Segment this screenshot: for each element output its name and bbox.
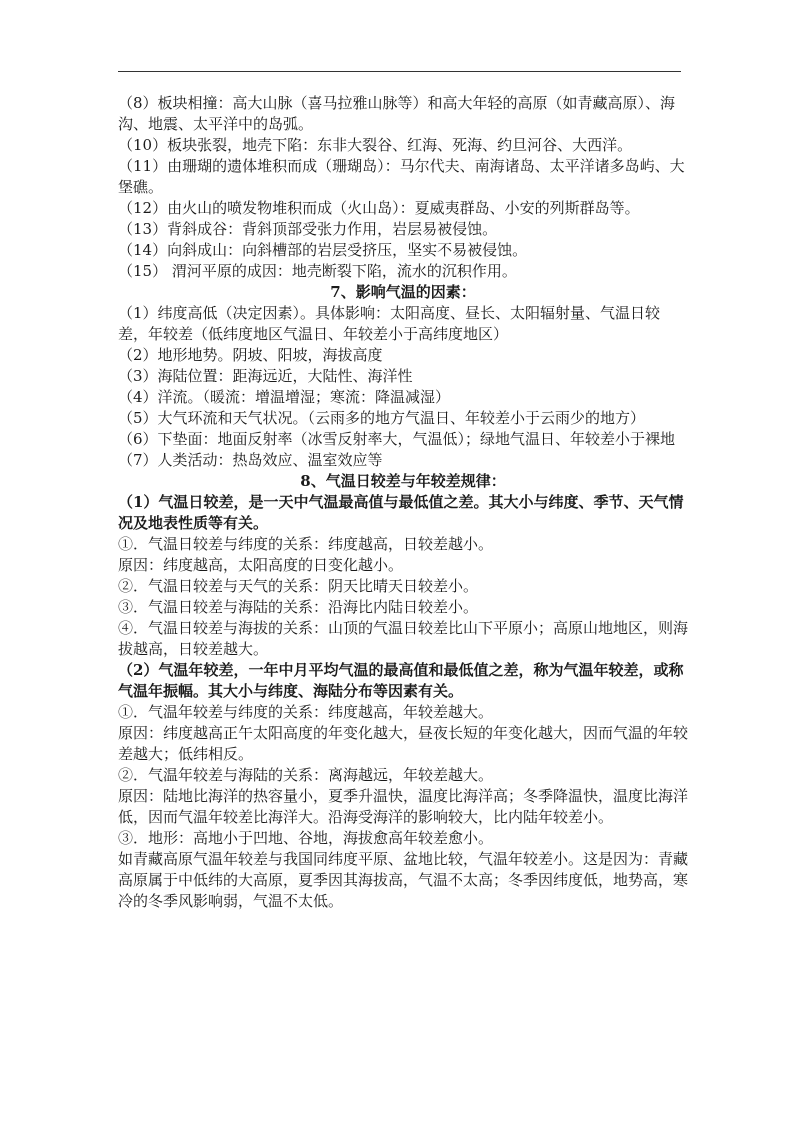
section-heading-8: 8、气温日较差与年较差规律：: [300, 472, 506, 490]
paragraph: （1）纬度高低（决定因素）。具体影响：太阳高度、昼长、太阳辐射量、气温日较差，年较差（低纬度地区气温日、年较差小于高纬度地区）: [118, 304, 661, 343]
paragraph: （8）板块相撞：高大山脉（喜马拉雅山脉等）和高大年轻的高原（如青藏高原）、海沟、地震、太平洋中的岛弧。: [118, 94, 676, 133]
document-body: [118, 93, 688, 912]
paragraph: ①．气温日较差与纬度的关系：纬度越高，日较差越小。: [118, 535, 494, 553]
paragraph: （5）大气环流和天气状况。（云雨多的地方气温日、年较差小于云雨少的地方）: [118, 409, 646, 427]
paragraph: （3）海陆位置：距海远近，大陆性、海洋性: [118, 367, 413, 385]
paragraph: （15） 渭河平原的成因：地壳断裂下陷，流水的沉积作用。: [118, 262, 517, 280]
bold-paragraph: （1）气温日较差，是一天中气温最高值与最低值之差。其大小与纬度、季节、天气情况及地表性质等有关。: [118, 493, 684, 532]
paragraph: （12）由火山的喷发物堆积而成（火山岛）：夏威夷群岛、小安的列斯群岛等。: [118, 199, 640, 217]
paragraph: （6）下垫面：地面反射率（冰雪反射率大，气温低）；绿地气温日、年较差小于裸地: [118, 430, 676, 448]
paragraph: （13）背斜成谷：背斜顶部受张力作用，岩层易被侵蚀。: [118, 220, 498, 238]
paragraph: （14）向斜成山：向斜槽部的岩层受挤压，坚实不易被侵蚀。: [118, 241, 528, 259]
paragraph: （7）人类活动：热岛效应、温室效应等: [118, 451, 383, 469]
paragraph: ②．气温日较差与天气的关系：阴天比晴天日较差小。: [118, 577, 479, 595]
paragraph: （4）洋流。（暖流：增温增湿；寒流：降温减湿）: [118, 388, 451, 406]
bold-paragraph: （2）气温年较差，一年中月平均气温的最高值和最低值之差，称为气温年较差，或称气温年振幅。其大小与纬度、海陆分布等因素有关。: [118, 661, 684, 700]
paragraph: 原因：纬度越高正午太阳高度的年变化越大，昼夜长短的年变化越大，因而气温的年较差越大；低纬相反。: [118, 724, 689, 763]
paragraph: （11）由珊瑚的遗体堆积而成（珊瑚岛）：马尔代夫、南海诸岛、太平洋诸多岛屿、大堡礁。: [118, 157, 685, 196]
paragraph: 如青藏高原气温年较差与我国同纬度平原、盆地比较，气温年较差小。这是因为：青藏高原属于中低纬的大高原，夏季因其海拔高，气温不太高；冬季因纬度低，地势高，寒冷的冬季风影响弱，气温不太低。: [118, 850, 689, 910]
paragraph: ③．地形：高地小于凹地、谷地，海拔愈高年较差愈小。: [118, 829, 494, 847]
header-rule: [118, 71, 681, 72]
section-heading-7: 7、影响气温的因素：: [330, 283, 476, 301]
paragraph: （10）板块张裂，地壳下陷：东非大裂谷、红海、死海、约旦河谷、大西洋。: [118, 136, 633, 154]
paragraph: ②．气温年较差与海陆的关系：离海越远，年较差越大。: [118, 766, 494, 784]
paragraph: 原因：纬度越高，太阳高度的日变化越小。: [118, 556, 404, 574]
paragraph: ④．气温日较差与海拔的关系：山顶的气温日较差比山下平原小；高原山地地区，则海拔越高，日较差越大。: [118, 619, 689, 658]
paragraph: 原因：陆地比海洋的热容量小，夏季升温快，温度比海洋高；冬季降温快，温度比海洋低，因而气温年较差比海洋大。沿海受海洋的影响较大，比内陆年较差小。: [118, 787, 689, 826]
paragraph: （2）地形地势。阴坡、阳坡，海拔高度: [118, 346, 383, 364]
paragraph: ①．气温年较差与纬度的关系：纬度越高，年较差越大。: [118, 703, 494, 721]
paragraph: ③．气温日较差与海陆的关系：沿海比内陆日较差小。: [118, 598, 479, 616]
